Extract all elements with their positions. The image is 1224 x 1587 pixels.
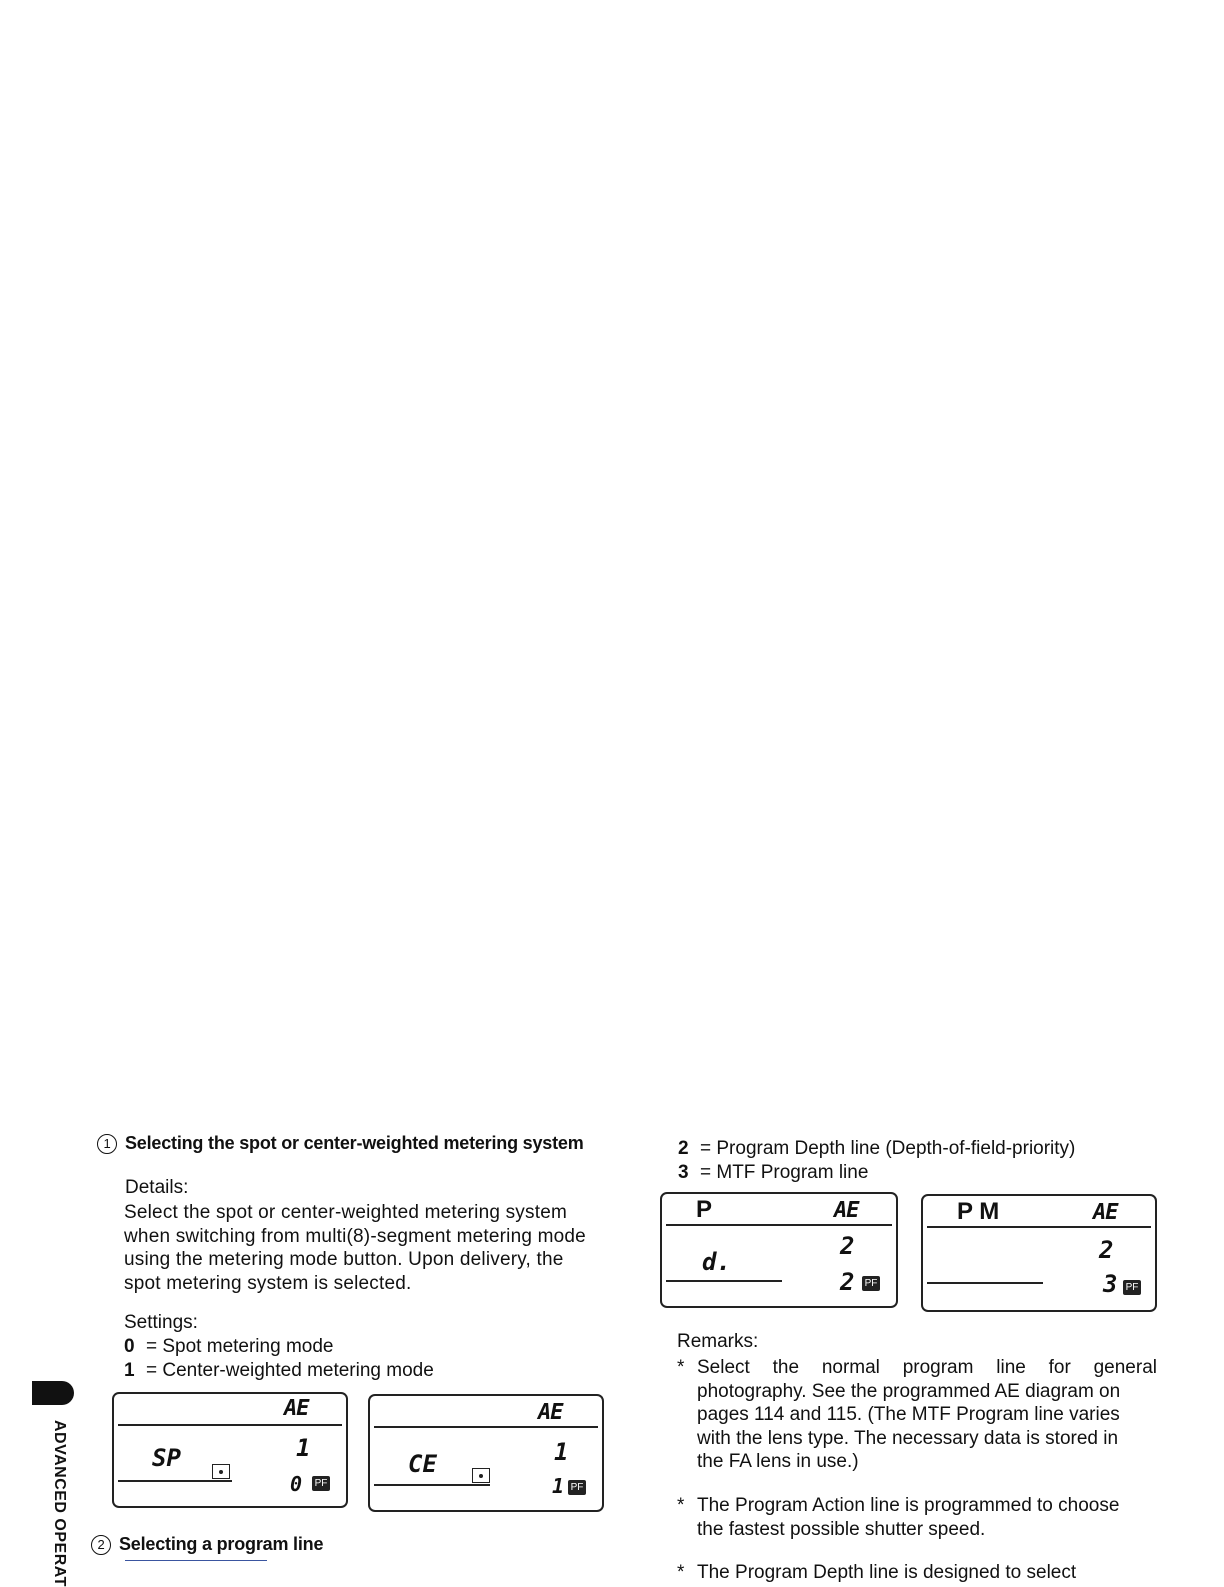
section-2-title: Selecting a program line [119, 1534, 324, 1554]
lcd-display-spot [112, 1392, 348, 1508]
setting-key: 2 [678, 1138, 689, 1159]
lcd-display-center [368, 1394, 604, 1512]
lcd-underline [927, 1282, 1043, 1284]
remark-line: the fastest possible shutter speed. [697, 1518, 986, 1540]
remark-bullet: * [677, 1562, 685, 1583]
lcd-main-readout: CE [408, 1450, 437, 1478]
lcd-divider [927, 1226, 1151, 1228]
setting-desc: = Center-weighted metering mode [146, 1360, 434, 1381]
remark-line: Select the normal program line for general [697, 1357, 1157, 1378]
heading-underline [125, 1560, 267, 1561]
lcd-bottom-digit: 2 [840, 1268, 855, 1296]
lcd-display-program-depth [660, 1192, 898, 1308]
lcd-underline [118, 1480, 232, 1482]
setting-row [124, 1359, 434, 1383]
remark-item [677, 1494, 1157, 1541]
remark-line: with the lens type. The necessary data is stored in [697, 1427, 1119, 1449]
remark-item [677, 1356, 1157, 1474]
settings-list [124, 1335, 434, 1383]
section-2-heading [91, 1534, 323, 1555]
mode-indicator: P [696, 1196, 713, 1223]
details-line: when switching from multi(8)-segment metering mode [124, 1225, 586, 1247]
setting-key: 1 [124, 1360, 135, 1381]
lcd-top-digit: 1 [554, 1438, 569, 1466]
details-label: Details: [125, 1177, 189, 1198]
chapter-tab-label: ADVANCED OPERAT [51, 1420, 68, 1587]
remark-item [677, 1561, 1157, 1584]
ae-indicator: AE [834, 1198, 859, 1223]
lcd-top-digit: 2 [1099, 1236, 1114, 1264]
lcd-divider [374, 1426, 598, 1428]
pf-badge: PF [568, 1480, 586, 1495]
setting-key: 0 [124, 1336, 135, 1357]
circled-number: 1 [97, 1134, 117, 1154]
lcd-underline [374, 1484, 490, 1486]
details-paragraph [124, 1201, 614, 1295]
lcd-main-readout: d. [702, 1248, 731, 1276]
mode-indicator: P M [957, 1198, 1000, 1225]
section-1-heading [97, 1133, 584, 1154]
lcd-underline [666, 1280, 782, 1282]
setting-row [678, 1137, 1075, 1161]
remark-line: The Program Depth line is designed to select [697, 1562, 1077, 1583]
setting-row [124, 1335, 434, 1359]
setting-desc: = Program Depth line (Depth-of-field-priority) [700, 1138, 1076, 1159]
lcd-bottom-digit: 0 [290, 1472, 303, 1496]
lcd-top-digit: 1 [296, 1434, 311, 1462]
remark-line: photography. See the programmed AE diagram on [697, 1380, 1121, 1402]
setting-key: 3 [678, 1162, 689, 1183]
details-line: Select the spot or center-weighted metering system [124, 1202, 567, 1223]
pf-badge: PF [312, 1476, 330, 1491]
pf-badge: PF [1123, 1280, 1141, 1295]
lcd-display-mtf-program [921, 1194, 1157, 1312]
remark-line: The Program Action line is programmed to choose [697, 1495, 1120, 1516]
ae-indicator: AE [1093, 1200, 1118, 1225]
lcd-divider [666, 1224, 892, 1226]
lcd-bottom-digit: 1 [552, 1474, 565, 1498]
settings-label: Settings: [124, 1312, 198, 1333]
remark-bullet: * [677, 1357, 685, 1378]
setting-row [678, 1161, 1075, 1185]
chapter-tab-marker [32, 1381, 74, 1405]
setting-desc: = Spot metering mode [146, 1336, 334, 1357]
ae-indicator: AE [538, 1400, 563, 1425]
details-line: spot metering system is selected. [124, 1272, 412, 1294]
remarks-label: Remarks: [677, 1331, 759, 1352]
center-meter-icon [472, 1468, 490, 1483]
setting-desc: = MTF Program line [700, 1162, 869, 1183]
remark-bullet: * [677, 1495, 685, 1516]
ae-indicator: AE [284, 1396, 309, 1421]
lcd-bottom-digit: 3 [1103, 1270, 1118, 1298]
remark-line: pages 114 and 115. (The MTF Program line varies [697, 1404, 1120, 1425]
pf-badge: PF [862, 1276, 880, 1291]
section-1-title: Selecting the spot or center-weighted metering system [125, 1133, 584, 1153]
program-line-list [678, 1137, 1075, 1185]
circled-number: 2 [91, 1535, 111, 1555]
lcd-divider [118, 1424, 342, 1426]
lcd-top-digit: 2 [840, 1232, 855, 1260]
details-line: using the metering mode button. Upon delivery, the [124, 1249, 564, 1270]
spot-meter-icon [212, 1464, 230, 1479]
remark-line: the FA lens in use.) [697, 1451, 859, 1472]
lcd-main-readout: SP [152, 1444, 181, 1472]
